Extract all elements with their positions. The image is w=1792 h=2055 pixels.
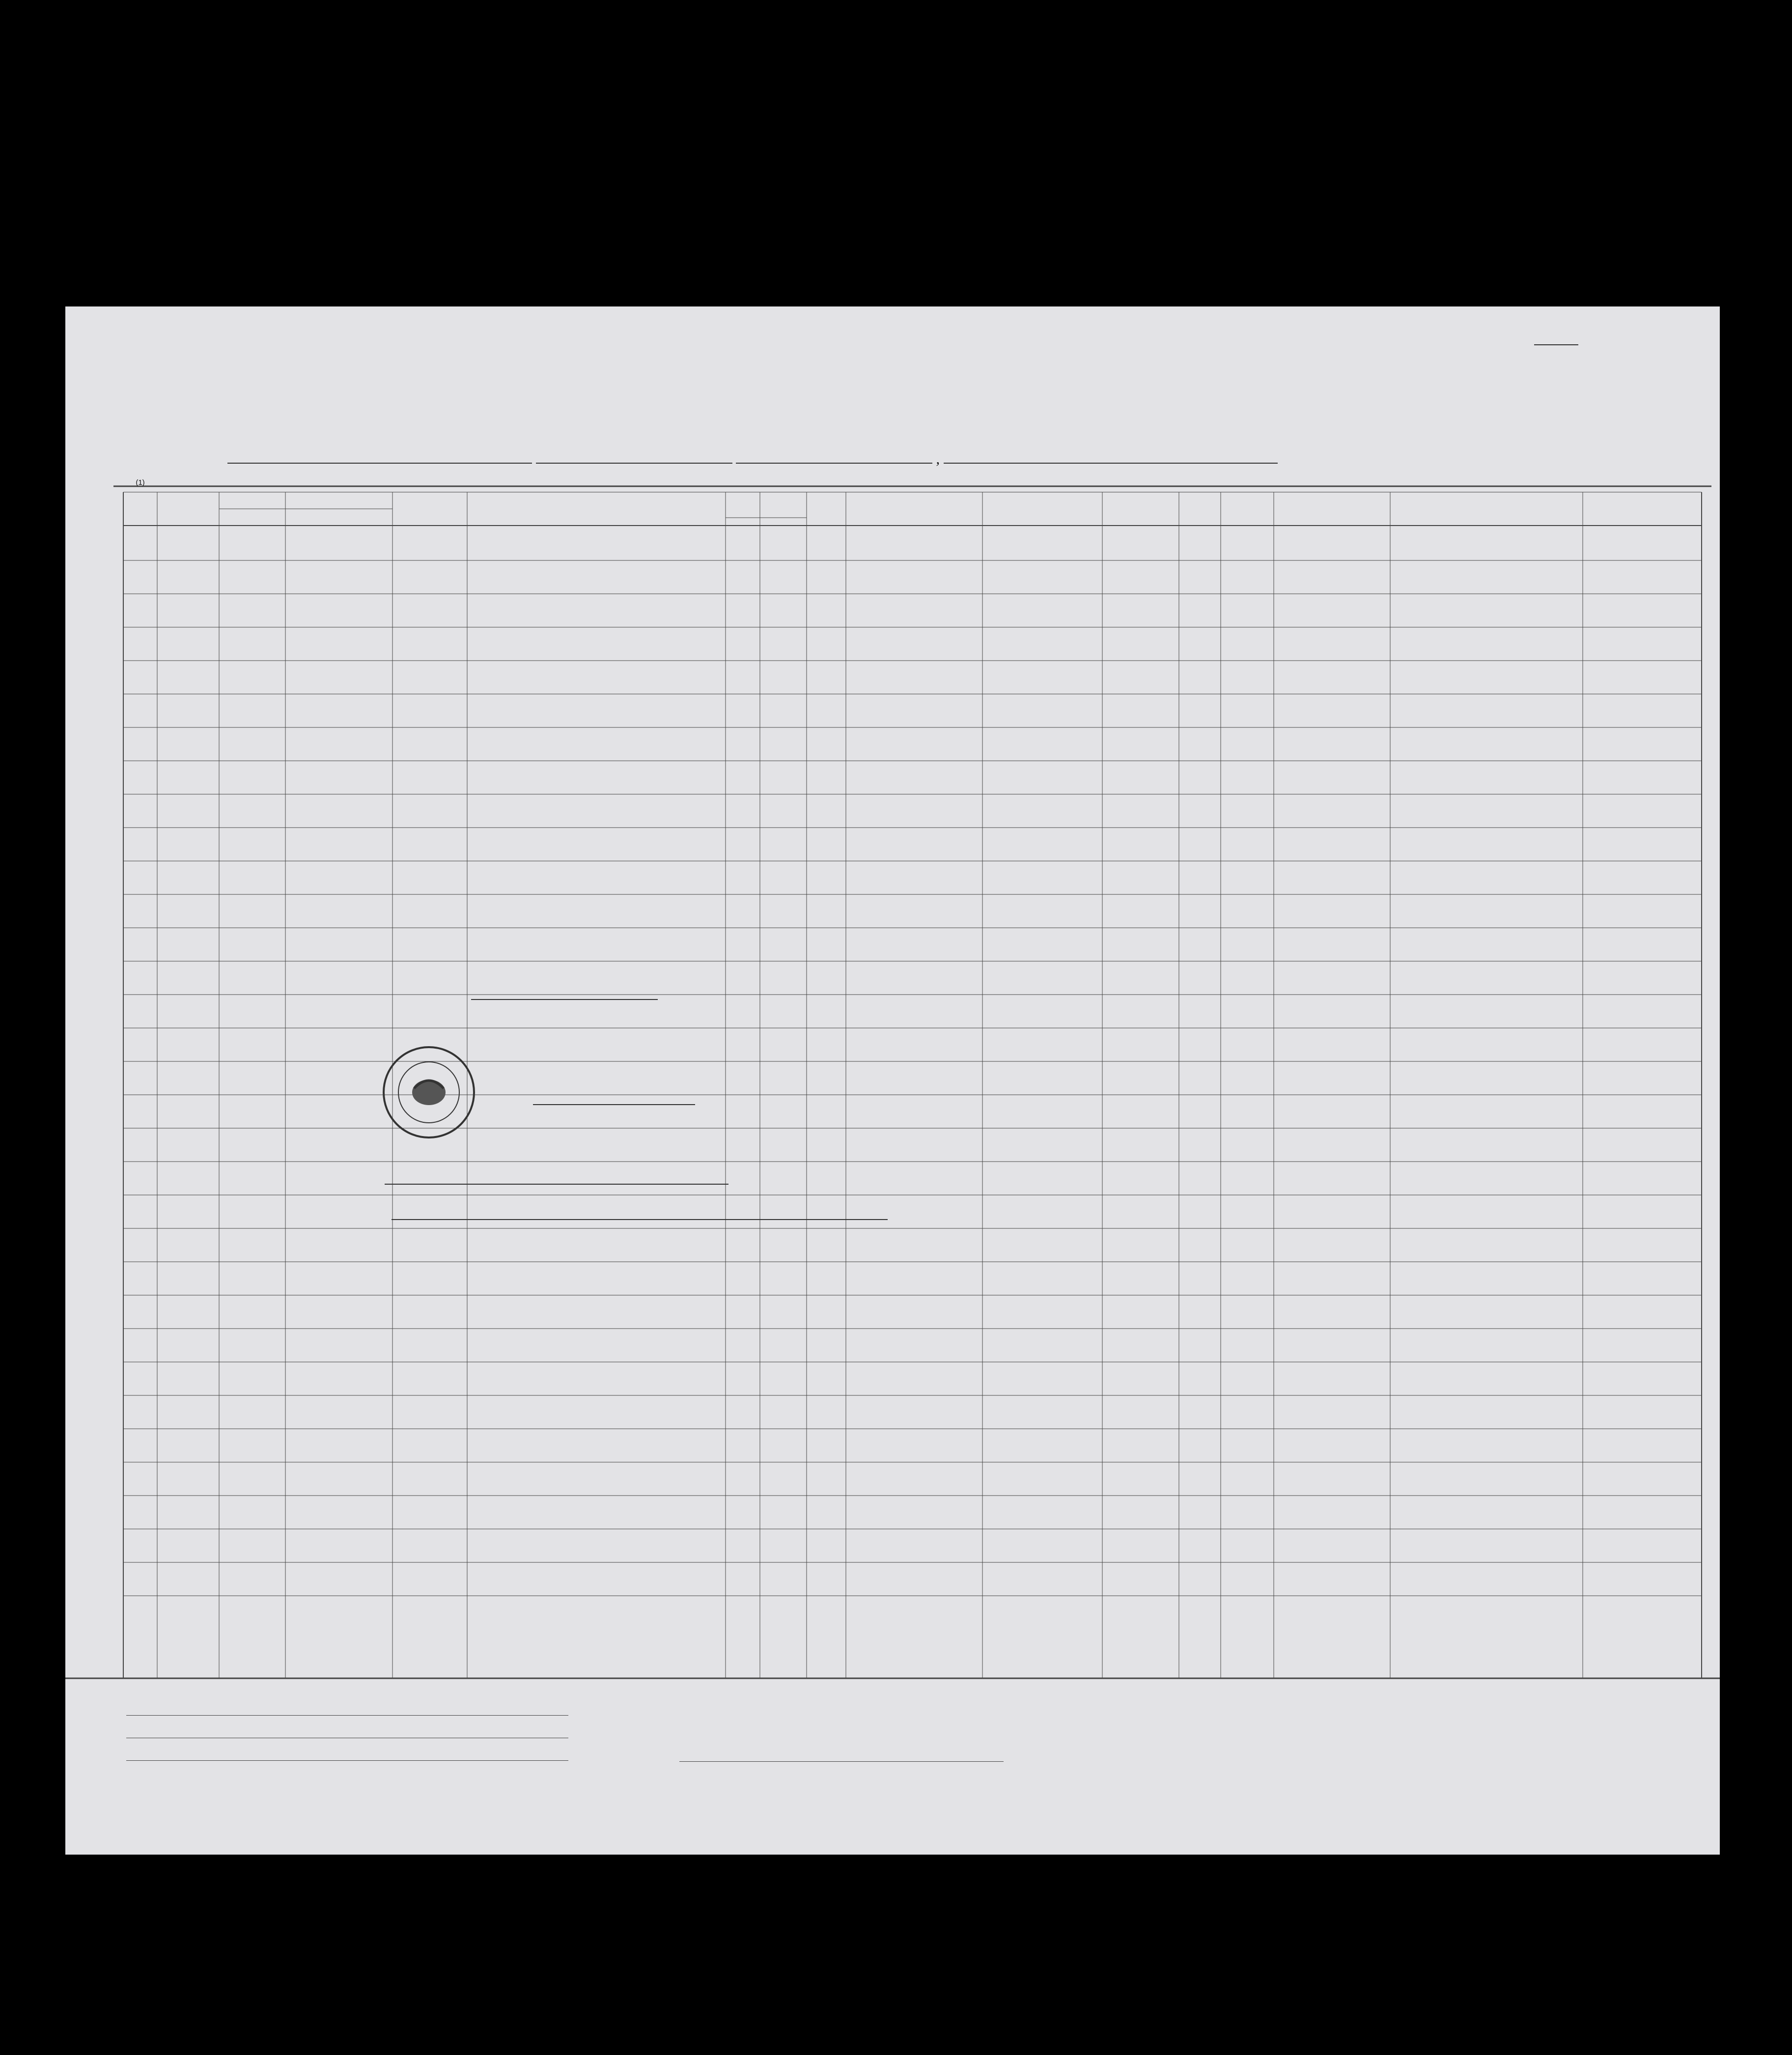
consul-date <box>533 1104 695 1105</box>
column-number: (1) <box>136 478 145 487</box>
consulate-block <box>380 984 822 1171</box>
vessel-line: , <box>227 447 1652 471</box>
table-grid <box>65 306 1720 1855</box>
manifest-sheet <box>65 306 1720 1855</box>
consulate-city <box>471 999 658 1000</box>
footer-agents <box>126 1760 568 1761</box>
footer-line <box>126 1715 568 1716</box>
vessel-fee-note <box>392 1219 888 1220</box>
inspector-line <box>679 1761 1004 1762</box>
visa-note <box>385 1184 728 1185</box>
consulate-seal <box>380 1043 478 1141</box>
